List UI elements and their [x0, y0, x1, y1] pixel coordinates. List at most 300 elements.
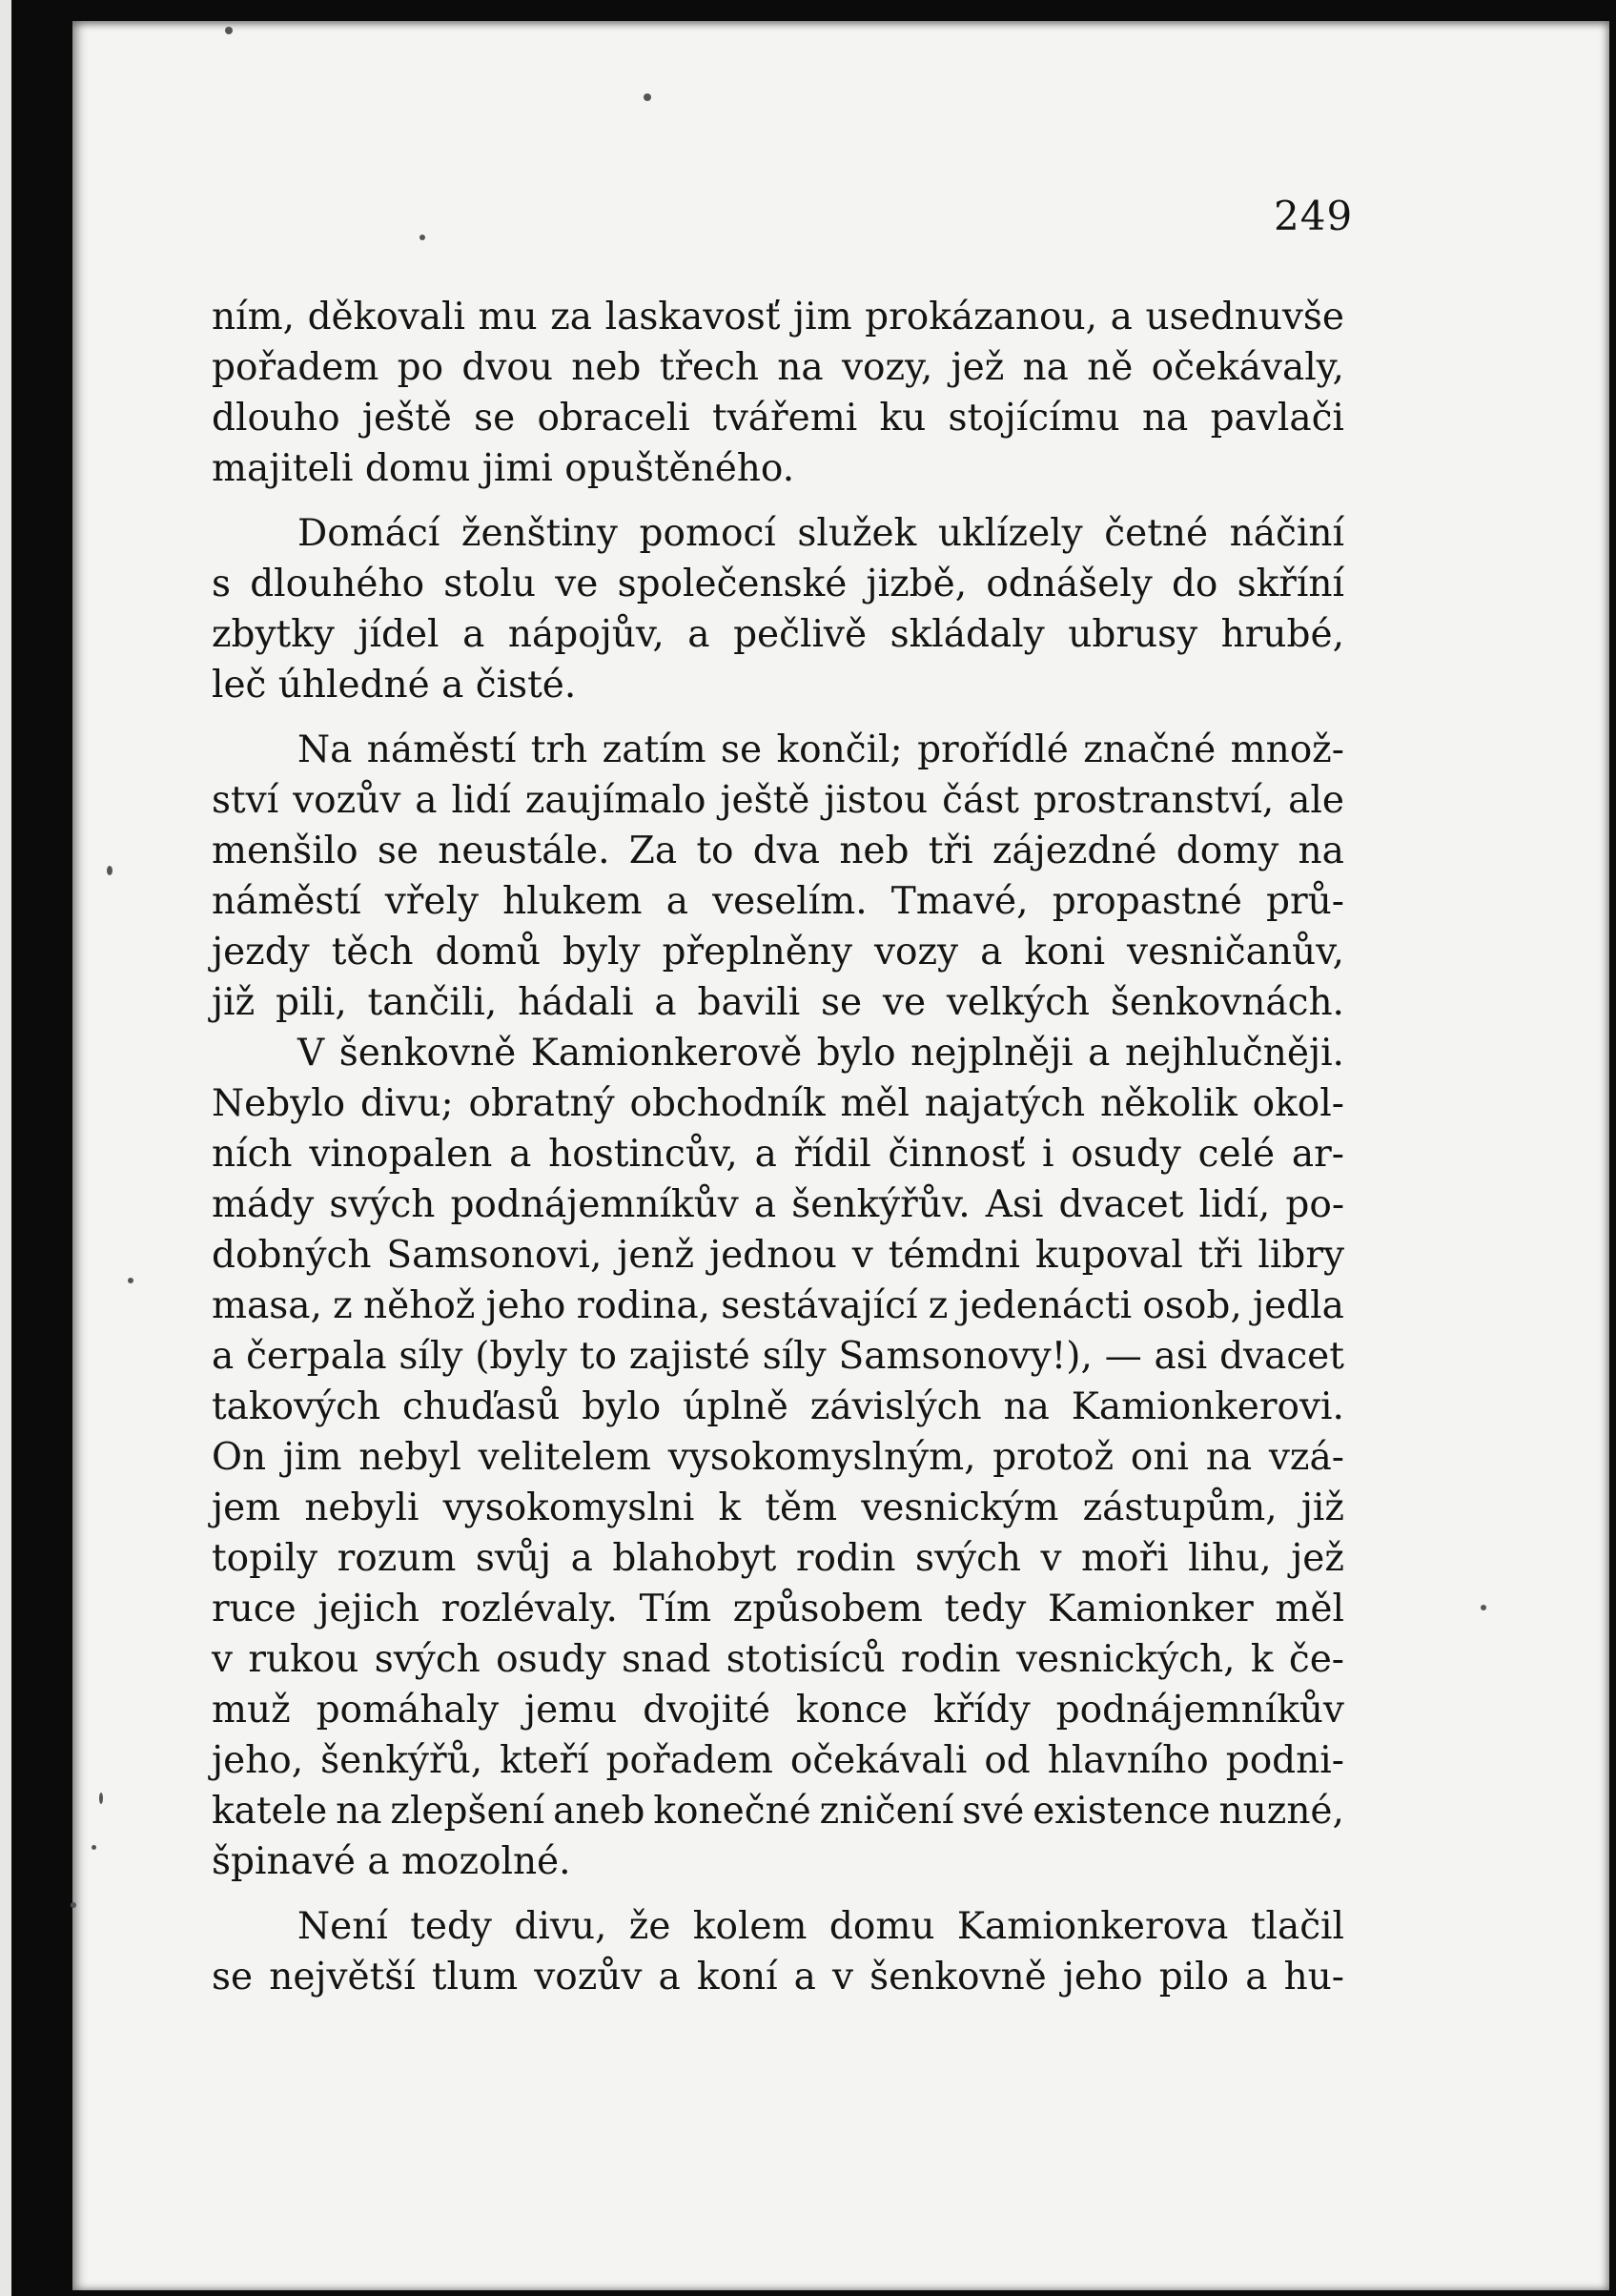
word: koní — [696, 1956, 778, 1999]
word: na — [1141, 397, 1189, 440]
speck-mark — [107, 866, 113, 875]
word: dvou — [461, 346, 553, 389]
word: Kamionker — [1047, 1588, 1254, 1630]
word: za — [550, 296, 593, 338]
word: pili, — [275, 981, 347, 1024]
word: i — [1041, 1133, 1054, 1176]
word: šenkovnách. — [1110, 981, 1344, 1024]
word: zničení — [819, 1790, 954, 1833]
text-line — [212, 1382, 1344, 1432]
word: činnosť — [888, 1133, 1026, 1176]
word: vesničanův, — [1127, 931, 1344, 974]
word: po — [397, 346, 444, 389]
word: obchodník — [629, 1082, 826, 1125]
word: kolem — [692, 1905, 808, 1948]
word: vzá- — [1268, 1436, 1344, 1479]
word: lihu, — [1188, 1537, 1272, 1580]
word: ale — [1288, 779, 1344, 822]
word: nápojův, — [507, 613, 665, 656]
word: na — [1205, 1436, 1253, 1479]
word: dlouhého — [250, 563, 425, 605]
word: jezdy — [212, 931, 310, 974]
word: na — [1022, 346, 1069, 389]
word: ar- — [1291, 1133, 1344, 1176]
word: Kamionkerova — [956, 1905, 1229, 1948]
text-line: majiteli domu jimi opuštěného. — [212, 447, 795, 490]
word: trh — [530, 728, 588, 771]
text-line — [212, 292, 1344, 342]
word: svůj — [475, 1537, 552, 1580]
text-line — [212, 1735, 1344, 1786]
word: bylo — [582, 1385, 662, 1428]
word: pavlači — [1210, 397, 1344, 440]
word: laskavosť — [604, 296, 781, 338]
word: hostincův, — [548, 1133, 738, 1176]
word: blahobyt — [612, 1537, 777, 1580]
word: to — [579, 1335, 617, 1378]
word: tři — [928, 830, 973, 872]
word: snad — [622, 1638, 711, 1681]
word: Na — [297, 728, 353, 771]
word: mády — [212, 1183, 315, 1226]
word: úplně — [683, 1385, 788, 1428]
word: Za — [628, 830, 678, 872]
word: v — [212, 1638, 234, 1681]
word: tedy — [410, 1905, 492, 1948]
word: jídel — [358, 613, 440, 656]
word: neustále. — [438, 830, 610, 872]
word: vozy, — [841, 346, 933, 389]
word: konečné — [653, 1790, 811, 1833]
word: očekávali — [789, 1739, 968, 1782]
text-line: špinavé a mozolné. — [212, 1840, 571, 1883]
word: Asi — [985, 1183, 1044, 1226]
word: Tím — [639, 1588, 712, 1630]
text-line — [212, 977, 1344, 1028]
word: zlepšení — [390, 1790, 545, 1833]
word: tvářemi — [712, 397, 858, 440]
text-line — [212, 725, 1344, 775]
word: Domácí — [297, 512, 440, 555]
text-line — [212, 1786, 1344, 1836]
word: a — [509, 1133, 532, 1176]
speck-mark — [1481, 1605, 1486, 1610]
word: tlačil — [1250, 1905, 1344, 1948]
word: zajisté — [628, 1335, 750, 1378]
word: skládaly — [890, 613, 1045, 656]
word: a — [462, 613, 485, 656]
text-line — [212, 559, 1344, 609]
text-line — [212, 927, 1344, 977]
word: jeho — [485, 1284, 566, 1327]
text-line — [212, 1533, 1344, 1584]
word: jizbě, — [866, 563, 968, 605]
word: V — [297, 1032, 325, 1075]
word: Není — [297, 1905, 388, 1948]
word: těm — [765, 1486, 838, 1529]
word: existence — [1033, 1790, 1211, 1833]
word: svých — [374, 1638, 481, 1681]
word: společenské — [617, 563, 848, 605]
word: ních — [212, 1133, 293, 1176]
paragraph — [212, 1901, 1344, 2002]
word: katele — [212, 1790, 328, 1833]
word: Kamionkerovi. — [1071, 1385, 1344, 1428]
word: že — [628, 1905, 671, 1948]
word: několik — [1099, 1082, 1238, 1125]
word: konce — [795, 1689, 909, 1732]
word: dva — [752, 830, 821, 872]
word: okol- — [1252, 1082, 1344, 1125]
word: vesnickým — [861, 1486, 1059, 1529]
word: jeho, — [212, 1739, 304, 1782]
word: ním, — [212, 296, 295, 338]
word: propastné — [1052, 880, 1242, 923]
word: jejich — [317, 1588, 420, 1630]
word: jeho — [1062, 1956, 1143, 1999]
text-line — [212, 1028, 1344, 1078]
word: domu — [828, 1905, 935, 1948]
word: již — [212, 981, 256, 1024]
word: menšilo — [212, 830, 358, 872]
word: sestávající — [721, 1284, 918, 1327]
word: podnájemníkův — [450, 1183, 739, 1226]
word: a — [658, 1956, 681, 1999]
word: přeplněny — [662, 931, 852, 974]
word: obratný — [468, 1082, 615, 1125]
word: a — [753, 1183, 777, 1226]
text-line: leč úhledné a čisté. — [212, 664, 577, 707]
word: křídy — [932, 1689, 1031, 1732]
word: řídil — [793, 1133, 871, 1176]
word: děkovali — [307, 296, 465, 338]
word: a — [415, 779, 438, 822]
word: usednuvše — [1145, 296, 1344, 338]
word: v — [851, 1234, 873, 1277]
word: takových — [212, 1385, 381, 1428]
word: očekávaly, — [1151, 346, 1344, 389]
word: na — [336, 1790, 382, 1833]
word: s — [212, 563, 232, 605]
word: dlouho — [212, 397, 340, 440]
word: v — [832, 1956, 854, 1999]
word: služek — [797, 512, 917, 555]
word: a — [1088, 1032, 1111, 1075]
word: chuďasů — [401, 1385, 561, 1428]
word: domů — [435, 931, 541, 974]
word: kteří — [500, 1739, 589, 1782]
word: — — [1104, 1335, 1142, 1378]
word: to — [696, 830, 734, 872]
word: podni- — [1225, 1739, 1344, 1782]
speck-mark — [99, 1793, 103, 1804]
word: kupoval — [1034, 1234, 1183, 1277]
word: vysokomyslným, — [667, 1436, 976, 1479]
word: čerpala — [246, 1335, 387, 1378]
text-line — [212, 1432, 1344, 1483]
word: síly — [762, 1335, 827, 1378]
word: aneb — [553, 1790, 645, 1833]
word: se — [377, 830, 419, 872]
word: šenkovně — [869, 1956, 1047, 1999]
word: pomocí — [639, 512, 776, 555]
word: šenkýřů, — [320, 1739, 483, 1782]
word: masa, — [212, 1284, 322, 1327]
word: divu, — [514, 1905, 607, 1948]
word: svých — [914, 1537, 1022, 1580]
word: dvojité — [643, 1689, 771, 1732]
speck-mark — [71, 1902, 76, 1908]
word: a — [212, 1335, 235, 1378]
paragraph — [212, 1028, 1344, 1887]
word: nebyl — [358, 1436, 461, 1479]
word: vinopalen — [309, 1133, 493, 1176]
word: dvacet — [1058, 1183, 1184, 1226]
paragraph — [212, 725, 1344, 1028]
word: Kamionkerově — [530, 1032, 803, 1075]
word: se — [720, 728, 763, 771]
text-line — [212, 1281, 1344, 1331]
word: šenkovně — [338, 1032, 517, 1075]
word: hu- — [1283, 1956, 1344, 1999]
word: v — [1040, 1537, 1062, 1580]
word: osob, — [1142, 1284, 1242, 1327]
word: nebyli — [304, 1486, 419, 1529]
word: jedla — [1253, 1284, 1344, 1327]
word: uklízely — [937, 512, 1083, 555]
word: nejhlučněji. — [1124, 1032, 1344, 1075]
word: ženštiny — [460, 512, 618, 555]
speck-mark — [92, 1845, 96, 1850]
text-line — [212, 1685, 1344, 1735]
word: a — [570, 1537, 593, 1580]
word: jenž — [617, 1234, 695, 1277]
word: osudy — [496, 1638, 606, 1681]
word: lidí, — [1198, 1183, 1271, 1226]
word: a — [687, 613, 710, 656]
word: vozův — [293, 779, 401, 822]
text-line — [212, 876, 1344, 927]
word: jež — [1291, 1537, 1344, 1580]
word: způsobem — [732, 1588, 923, 1630]
text-line — [212, 1179, 1344, 1230]
word: největší — [269, 1956, 416, 1999]
word: divu; — [359, 1082, 454, 1125]
word: vysokomyslni — [442, 1486, 695, 1529]
word: prořídlé — [917, 728, 1069, 771]
word: rozum — [337, 1537, 457, 1580]
word: po- — [1285, 1183, 1344, 1226]
word: jedenácti — [958, 1284, 1133, 1327]
word: stolu — [443, 563, 537, 605]
text-line — [212, 1129, 1344, 1179]
word: pomáhaly — [316, 1689, 500, 1732]
word: On — [212, 1436, 267, 1479]
word: jem — [212, 1486, 281, 1529]
word: ještě — [361, 397, 452, 440]
word: a — [793, 1956, 816, 1999]
word: dvacet — [1219, 1335, 1344, 1378]
word: jednou — [709, 1234, 837, 1277]
word: pořadem — [212, 346, 379, 389]
word: vozy — [873, 931, 959, 974]
word: (byly — [475, 1335, 567, 1378]
word: prů- — [1266, 880, 1344, 923]
word: na — [1298, 830, 1344, 872]
word: velitelem — [478, 1436, 652, 1479]
word: rodin — [900, 1638, 1001, 1681]
word: jim — [793, 296, 852, 338]
word: neb — [839, 830, 910, 872]
speck-mark — [419, 235, 425, 240]
word: stojícímu — [948, 397, 1120, 440]
word: již — [1300, 1486, 1344, 1529]
word: hlavního — [1047, 1739, 1209, 1782]
word: osudy — [1071, 1133, 1181, 1176]
word: své — [962, 1790, 1025, 1833]
word: libry — [1258, 1234, 1344, 1277]
word: veselím. — [712, 880, 868, 923]
word: měl — [1275, 1588, 1344, 1630]
word: jistou — [824, 779, 929, 822]
word: pilo — [1158, 1956, 1230, 1999]
word: neb — [571, 346, 642, 389]
word: moři — [1081, 1537, 1169, 1580]
word: zájezdné — [992, 830, 1157, 872]
word: se — [820, 981, 863, 1024]
word: končil; — [776, 728, 903, 771]
word: se — [474, 397, 516, 440]
word: koni — [1024, 931, 1106, 974]
word: ubrusy — [1068, 613, 1198, 656]
word: stotisíců — [726, 1638, 886, 1681]
word: vozův — [534, 1956, 643, 1999]
word: vřely — [384, 880, 479, 923]
word: se — [212, 1956, 254, 1999]
text-line — [212, 609, 1344, 660]
word: jemu — [524, 1689, 618, 1732]
word: a — [1245, 1956, 1268, 1999]
word: náměstí — [212, 880, 361, 923]
word: Tmavé, — [890, 880, 1029, 923]
word: nejplněji — [910, 1032, 1074, 1075]
word: odnášely — [986, 563, 1153, 605]
text-line — [212, 1952, 1344, 2002]
word: síly — [399, 1335, 463, 1378]
word: ku — [879, 397, 927, 440]
word: třech — [659, 346, 760, 389]
word: z — [333, 1284, 353, 1327]
word: domy — [1176, 830, 1279, 872]
word: od — [984, 1739, 1031, 1782]
word: mu — [478, 296, 538, 338]
word: a — [1110, 296, 1133, 338]
word: asi — [1154, 1335, 1208, 1378]
paragraph — [212, 292, 1344, 494]
body-text — [212, 292, 1344, 2002]
word: množ- — [1230, 728, 1344, 771]
word: zbytky — [212, 613, 335, 656]
text-line — [212, 1901, 1344, 1952]
text-line — [212, 1584, 1344, 1634]
word: dobných — [212, 1234, 372, 1277]
word: četné — [1104, 512, 1209, 555]
word: prostranství, — [1033, 779, 1275, 822]
word: obraceli — [537, 397, 690, 440]
left-edge-strip — [0, 0, 11, 2296]
speck-mark — [644, 93, 651, 101]
word: zatím — [602, 728, 706, 771]
word: něhož — [363, 1284, 476, 1327]
word: jež — [951, 346, 1005, 389]
word: tedy — [944, 1588, 1027, 1630]
word: k — [718, 1486, 742, 1529]
word: bylo — [816, 1032, 896, 1075]
word: a — [665, 880, 688, 923]
word: k — [1250, 1638, 1274, 1681]
word: zaujímalo — [524, 779, 706, 822]
speck-mark — [128, 1278, 133, 1283]
word: a — [654, 981, 677, 1024]
binding-gap — [11, 0, 69, 2296]
word: rodina, — [576, 1284, 710, 1327]
word: ve — [555, 563, 599, 605]
text-line — [212, 508, 1344, 559]
word: celé — [1197, 1133, 1276, 1176]
word: šenkýřův. — [791, 1183, 971, 1226]
word: Nebylo — [212, 1082, 346, 1125]
text-line — [212, 1331, 1344, 1382]
speck-mark — [225, 27, 233, 34]
word: hlukem — [502, 880, 643, 923]
word: topily — [212, 1537, 318, 1580]
text-line — [212, 826, 1344, 876]
word: podnájemníkův — [1055, 1689, 1344, 1732]
word: ství — [212, 779, 279, 822]
word: na — [1003, 1385, 1050, 1428]
word: měl — [840, 1082, 910, 1125]
word: prokázanou, — [865, 296, 1098, 338]
word: velkých — [946, 981, 1091, 1024]
word: témdni — [888, 1234, 1020, 1277]
word: skříní — [1237, 563, 1344, 605]
word: muž — [212, 1689, 291, 1732]
word: lidí — [451, 779, 511, 822]
text-line — [212, 1483, 1344, 1533]
text-line — [212, 1230, 1344, 1281]
text-line — [212, 1078, 1344, 1129]
word: jim — [282, 1436, 342, 1479]
word: pečlivě — [733, 613, 868, 656]
word: závislých — [809, 1385, 982, 1428]
word: rukou — [248, 1638, 359, 1681]
word: Samsonovy!), — [838, 1335, 1093, 1378]
word: a — [980, 931, 1003, 974]
text-line — [212, 775, 1344, 826]
word: zástupům, — [1082, 1486, 1278, 1529]
text-line — [212, 342, 1344, 393]
word: a — [754, 1133, 777, 1176]
word: část — [942, 779, 1019, 822]
word: ruce — [212, 1588, 297, 1630]
word: tlum — [431, 1956, 519, 1999]
word: nuzné, — [1218, 1790, 1344, 1833]
word: do — [1171, 563, 1218, 605]
word: ještě — [720, 779, 810, 822]
word: byly — [562, 931, 641, 974]
word: svých — [329, 1183, 436, 1226]
word: bavili — [697, 981, 801, 1024]
